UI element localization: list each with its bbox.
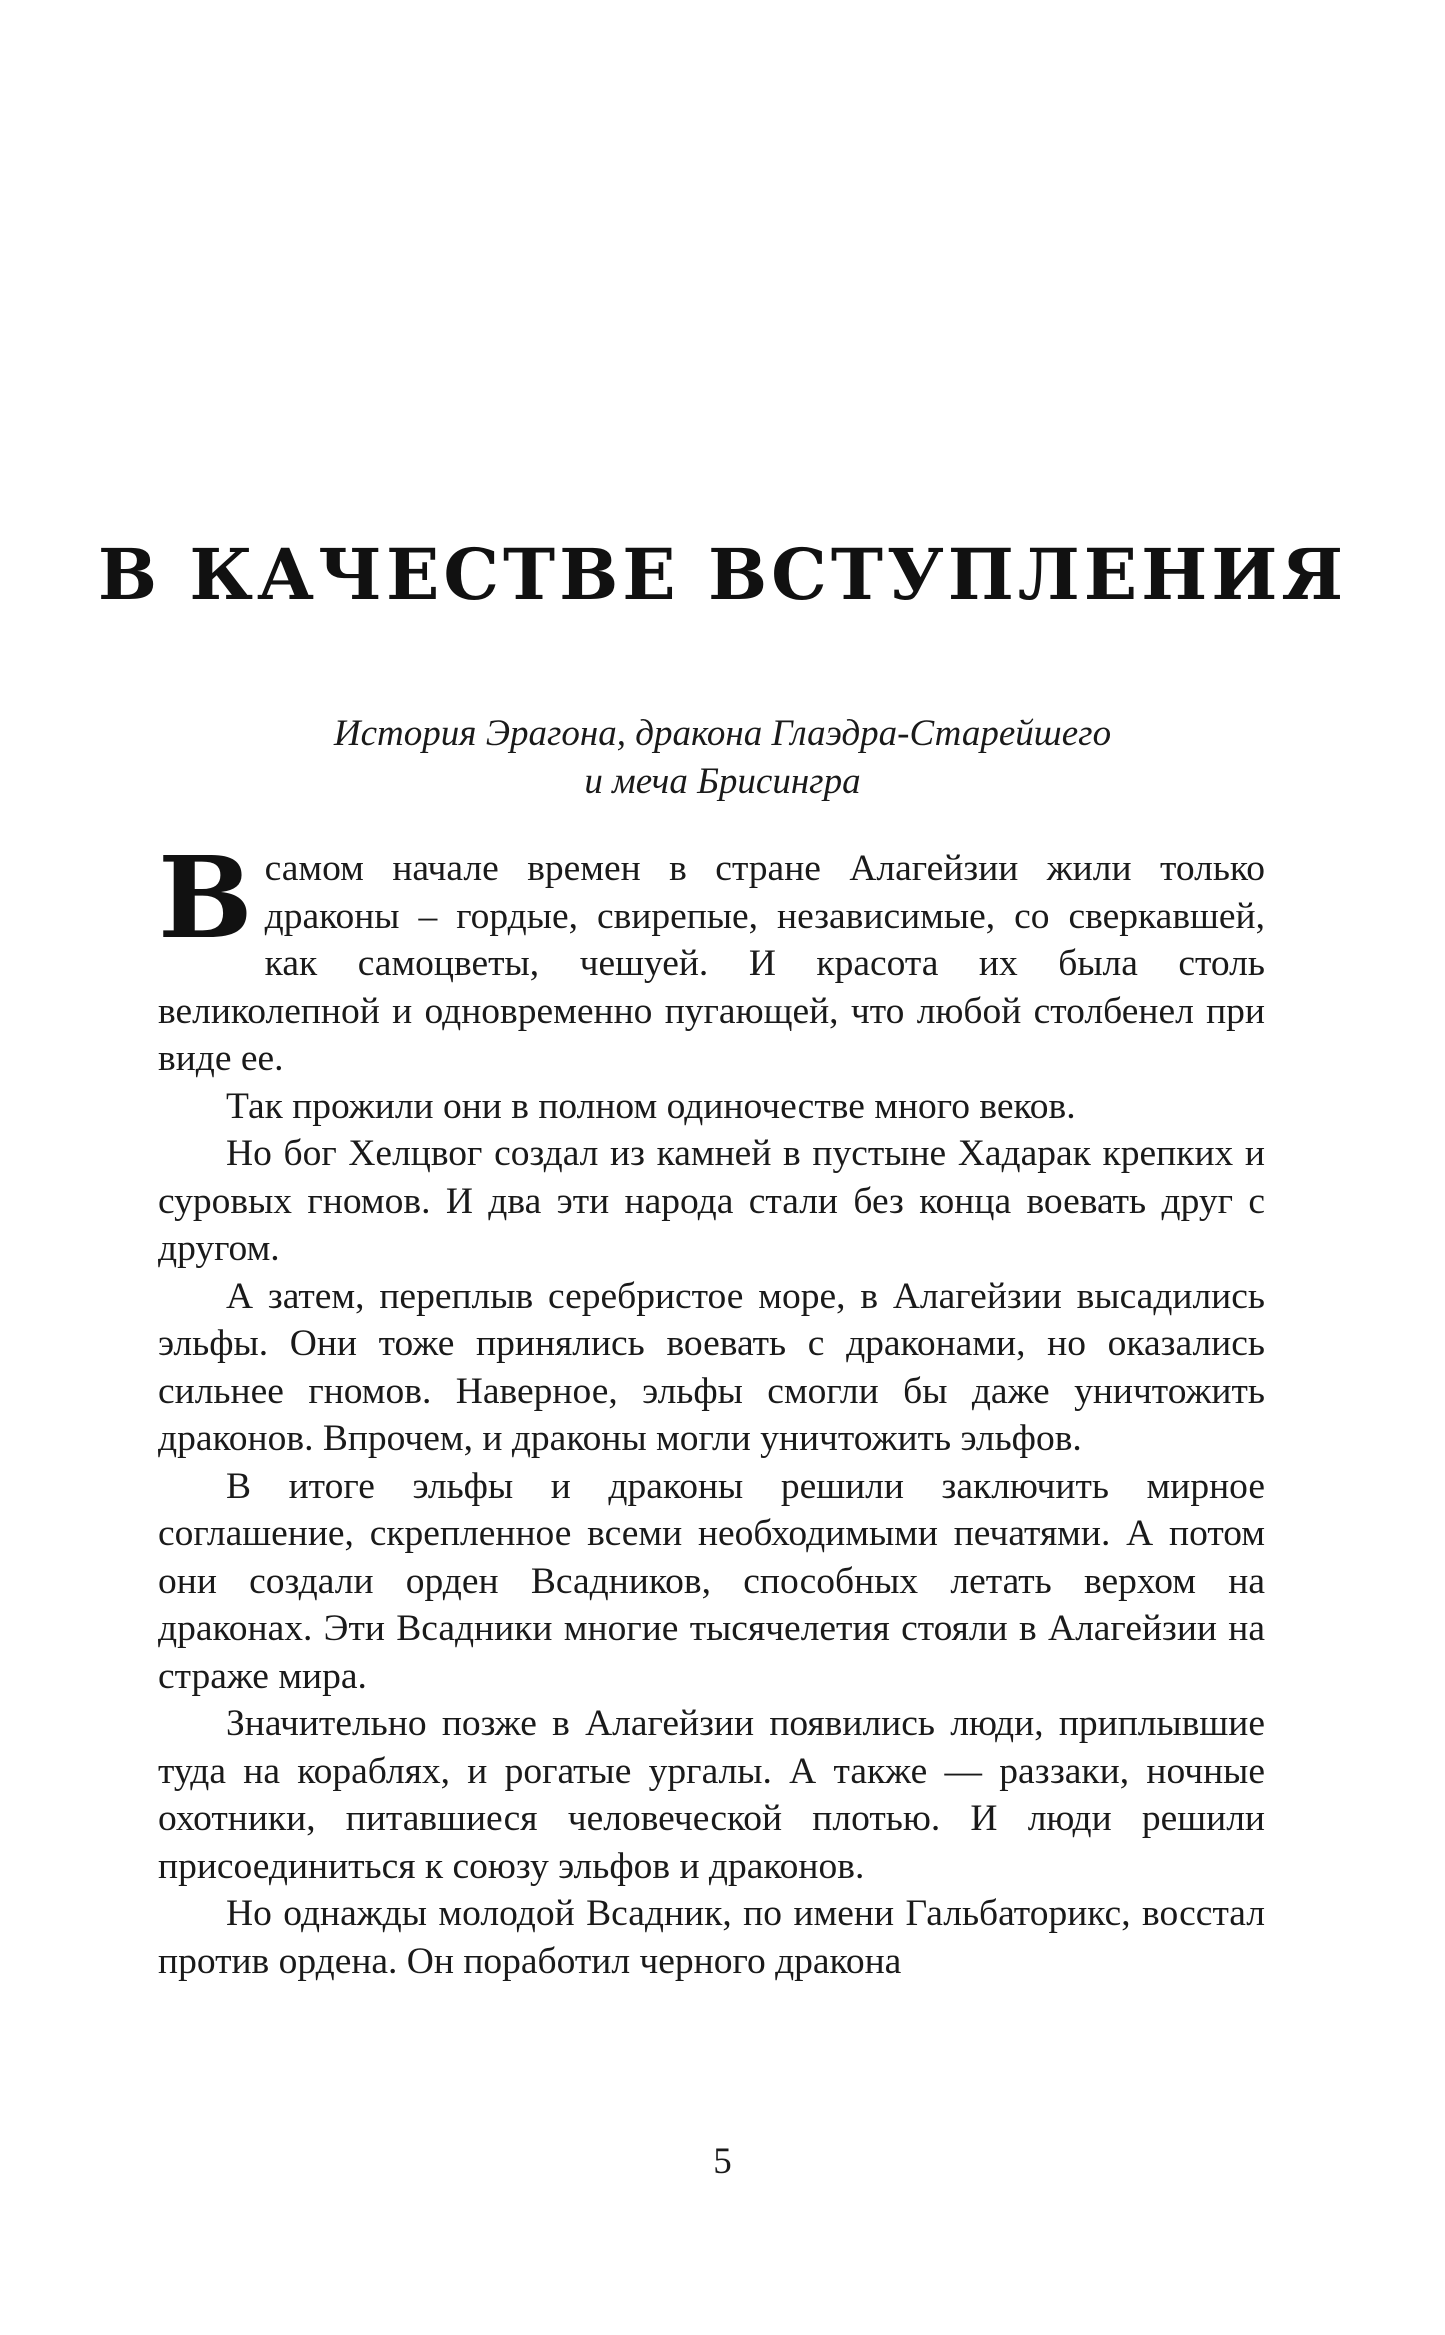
body-text bbox=[158, 833, 1265, 1985]
drop-cap: В bbox=[158, 833, 253, 964]
subtitle-line-1: История Эрагона, дракона Глаэдра-Старейшего bbox=[333, 713, 1112, 754]
chapter-title: В КАЧЕСТВЕ ВСТУПЛЕНИЯ bbox=[97, 533, 1348, 616]
paragraph-4: А затем, переплыв серебристое море, в Алагейзии высадились эльфы. Они тоже принялись воевать с драконами, но оказались сильнее гномов. Наверное, эльфы смогли бы даже уничтожить драконов. Впрочем, и драконы могли уничтожить эльфов. bbox=[158, 1275, 1265, 1459]
chapter-subtitle bbox=[0, 710, 1445, 806]
page-number: 5 bbox=[713, 2141, 732, 2182]
paragraph-7: Но однажды молодой Всадник, по имени Гальбаторикс, восстал против ордена. Он поработил черного дракона bbox=[158, 1893, 1265, 1982]
paragraph-6: Значительно позже в Алагейзии появились люди, приплывшие туда на кораблях, и рогатые ургалы. А также — раззаки, ночные охотники, питавшиеся человеческой плотью. И люди решили присоединиться к союзу эльфов и драконов. bbox=[158, 1703, 1265, 1887]
paragraph-1-text: самом начале времен в стране Алагейзии жили только драконы – гордые, свирепые, независимые, со сверкавшей, как самоцветы, чешуей. И красота их была столь великолепной и одновременно пугающей, что любой столбенел при виде ее. bbox=[158, 848, 1265, 1079]
subtitle-line-2: и меча Брисингра bbox=[584, 761, 861, 802]
paragraph-5: В итоге эльфы и драконы решили заключить мирное соглашение, скрепленное всеми необходимыми печатями. А потом они создали орден Всадников, способных летать верхом на драконах. Эти Всадники многие тысячелетия стояли в Алагейзии на страже мира. bbox=[158, 1465, 1265, 1697]
paragraph-2: Так прожили они в полном одиночестве много веков. bbox=[226, 1085, 1076, 1127]
paragraph-3: Но бог Хелцвог создал из камней в пустыне Хадарак крепких и суровых гномов. И два эти народа стали без конца воевать друг с другом. bbox=[158, 1133, 1265, 1269]
paragraph-1 bbox=[158, 833, 1265, 1083]
